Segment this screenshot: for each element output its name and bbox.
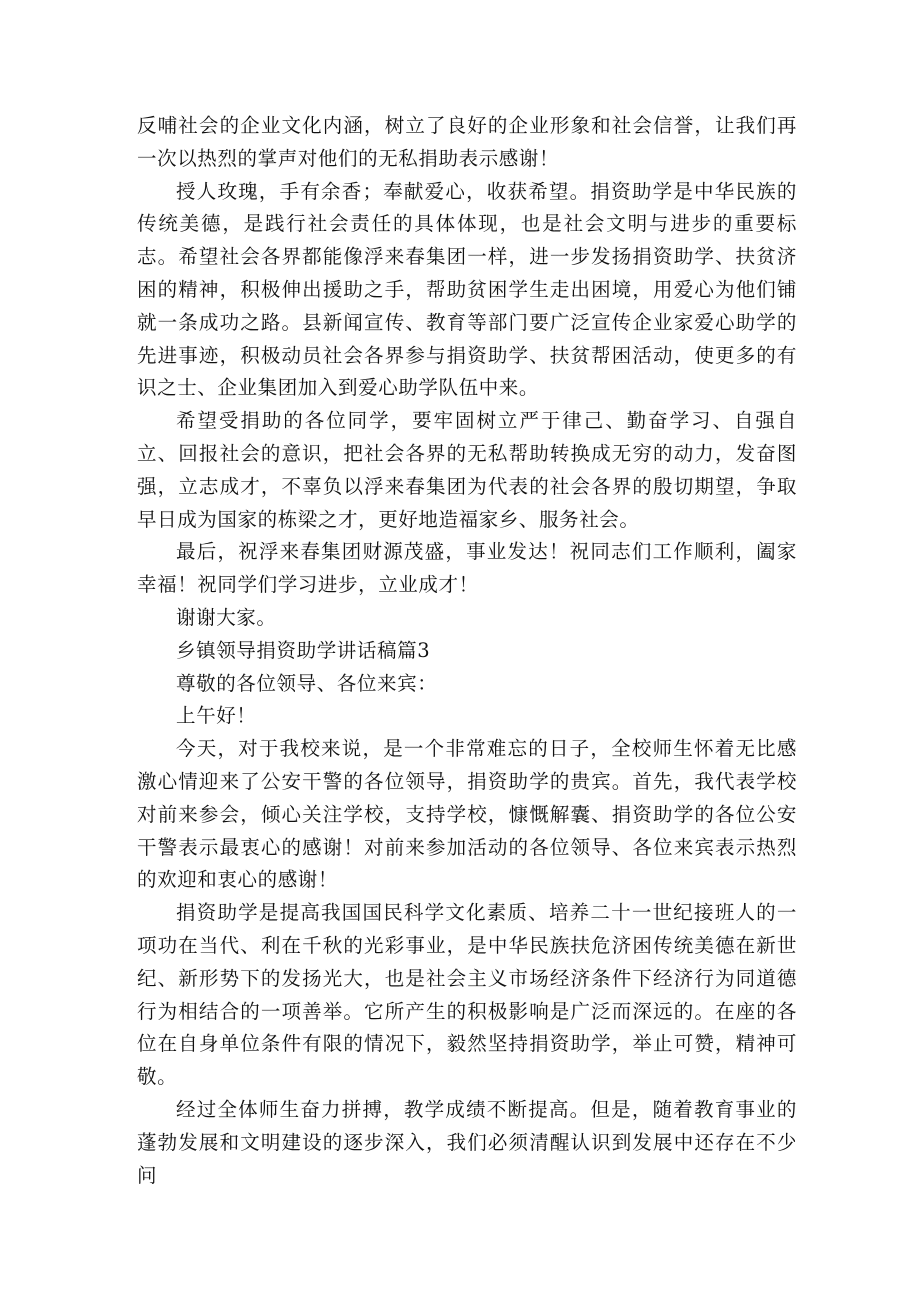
document-body bbox=[137, 110, 797, 1192]
paragraph-students-hope: 希望受捐助的各位同学，要牢固树立严于律己、勤奋学习、自强自立、回报社会的意识，把社会各界的无私帮助转换成无穷的动力，发奋图强，立志成才，不辜负以浮来春集团为代表的社会各界的殷切期望，争取早日成为国家的栋梁之才，更好地造福家乡、服务社会。 bbox=[137, 409, 797, 531]
greeting: 上午好！ bbox=[176, 704, 257, 728]
paragraph-continuation: 反哺社会的企业文化内涵，树立了良好的企业形象和社会信誉，让我们再一次以热烈的掌声对他们的无私捐助表示感谢！ bbox=[137, 114, 797, 170]
paragraph-donation-virtue: 授人玫瑰，手有余香；奉献爱心，收获希望。捐资助学是中华民族的传统美德，是践行社会责任的具体体现，也是社会文明与进步的重要标志。希望社会各界都能像浮来春集团一样，进一步发扬捐资助学、扶贫济困的精神，积极伸出援助之手，帮助贫困学生走出困境，用爱心为他们铺就一条成功之路。县新闻宣传、教育等部门要广泛宣传企业家爱心助学的先进事迹，积极动员社会各界参与捐资助学、扶贫帮困活动，使更多的有识之士、企业集团加入到爱心助学队伍中来。 bbox=[137, 179, 797, 400]
paragraph-thanks: 谢谢大家。 bbox=[176, 605, 277, 629]
paragraph-donation-cause: 捐资助学是提高我国国民科学文化素质、培养二十一世纪接班人的一项功在当代、利在千秋的光彩事业，是中华民族扶危济困传统美德在新世纪、新形势下的发扬光大，也是社会主义市场经济条件下经济行为同道德行为相结合的一项善举。它所产生的积极影响是广泛而深远的。在座的各位在自身单位条件有限的情况下，毅然坚持捐资助学，举止可赞，精神可敬。 bbox=[137, 901, 797, 1089]
paragraph-closing-wishes: 最后，祝浮来春集团财源茂盛，事业发达！祝同志们工作顺利，阖家幸福！祝同学们学习进步，立业成才！ bbox=[137, 540, 797, 597]
salutation: 尊敬的各位领导、各位来宾： bbox=[176, 671, 438, 695]
section-heading: 乡镇领导捐资助学讲话稿篇3 bbox=[176, 638, 431, 662]
paragraph-today: 今天，对于我校来说，是一个非常难忘的日子，全校师生怀着无比感激心情迎来了公安干警的各位领导，捐资助学的贵宾。首先，我代表学校对前来参会，倾心关注学校，支持学校，慷慨解囊、捐资助学的各位公安干警表示最衷心的感谢！对前来参加活动的各位领导、各位来宾表示热烈的欢迎和衷心的感谢！ bbox=[137, 737, 797, 892]
paragraph-progress: 经过全体师生奋力拼搏，教学成绩不断提高。但是，随着教育事业的蓬勃发展和文明建设的逐步深入，我们必须清醒认识到发展中还存在不少问 bbox=[137, 1097, 797, 1187]
